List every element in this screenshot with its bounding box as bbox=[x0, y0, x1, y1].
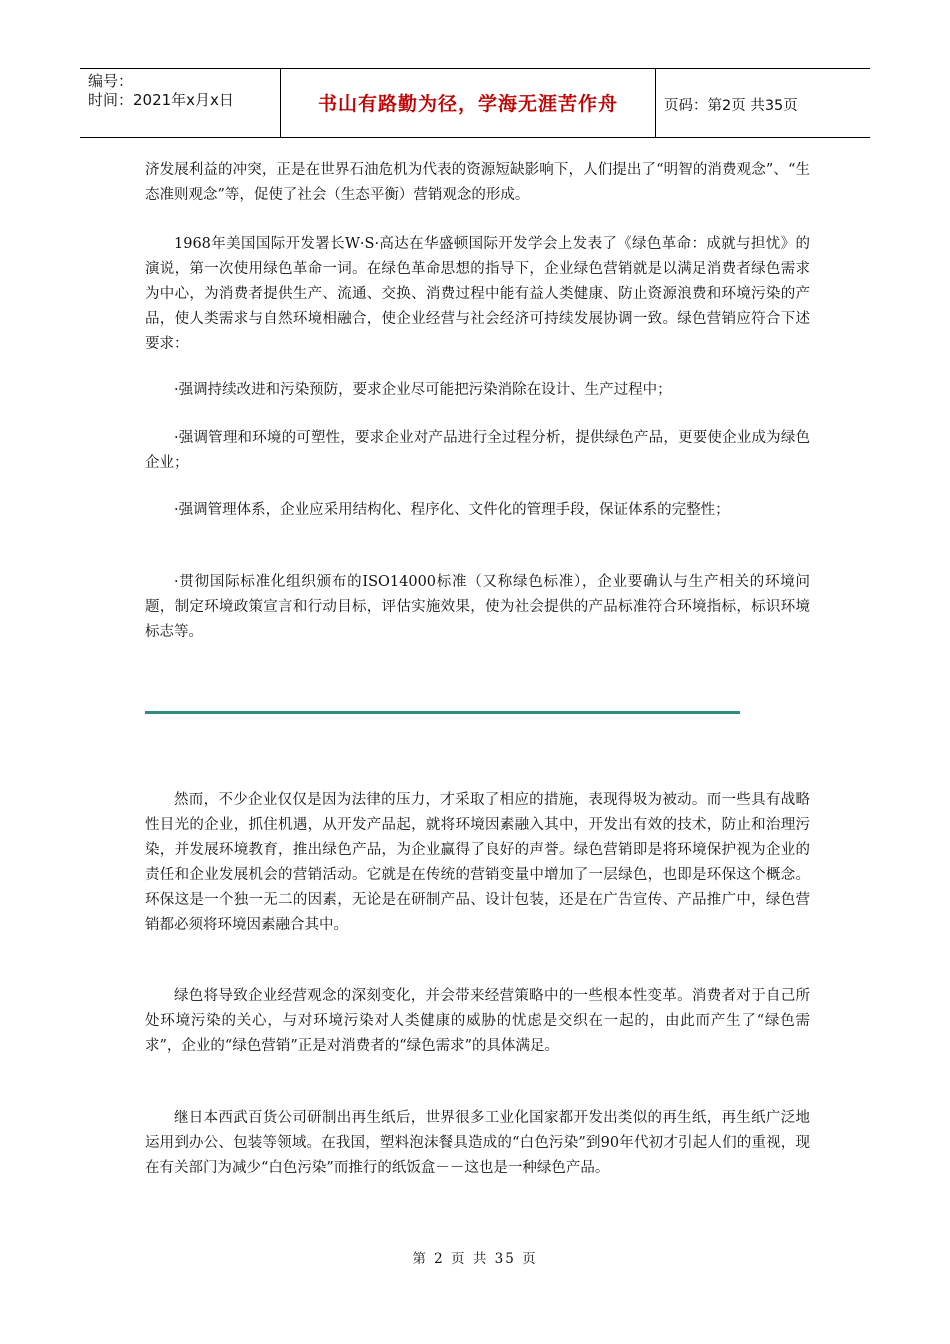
paragraph-3 bbox=[145, 788, 810, 938]
paragraph-text: 然而，不少企业仅仅是因为法律的压力，才采取了相应的措施，表现得圾为被动。而一些具有战略性目光的企业，抓住机遇，从开发产品起，就将环境因素融入其中，开发出有效的技术，防止和治理污染，并发展环境教育，推出绿色产品，为企业赢得了良好的声誉。绿色营销即是将环境保护视为企业的责任和企业发展机会的营销活动。它就是在传统的营销变量中增加了一层绿色，也即是环保这个概念。环保这是一个独一无二的因素，无论是在研制产品、设计包装，还是在广告宣传、产品推广中，绿色营销都必须将环境因素融合其中。 bbox=[145, 792, 810, 933]
paragraph-2 bbox=[145, 232, 810, 357]
bullet-2 bbox=[145, 426, 810, 476]
bullet-1 bbox=[145, 378, 810, 403]
bullet-text: ·强调持续改进和污染预防，要求企业尽可能把污染消除在设计、生产过程中； bbox=[174, 382, 672, 398]
bullet-text: ·强调管理和环境的可塑性，要求企业对产品进行全过程分析，提供绿色产品，更要使企业成为绿色企业； bbox=[145, 430, 810, 471]
header-left-cell bbox=[80, 69, 281, 137]
header-motto: 书山有路勤为径，学海无涯苦作舟 bbox=[317, 93, 618, 115]
page-footer: 第 2 页 共 35 页 bbox=[412, 1251, 538, 1267]
document-number-label: 编号： bbox=[88, 72, 134, 90]
paragraph-text: 济发展利益的冲突，正是在世界石油危机为代表的资源短缺影响下，人们提出了“明智的消费观念”、“生态准则观念”等，促使了社会（生态平衡）营销观念的形成。 bbox=[145, 162, 810, 203]
header-page-info: 页码：第2页 共35页 bbox=[664, 98, 798, 114]
bullet-3 bbox=[145, 498, 810, 523]
paragraph-text: 1968年美国国际开发署长W·S·高达在华盛顿国际开发学会上发表了《绿色革命：成就与担忧》的演说，第一次使用绿色革命一词。在绿色革命思想的指导下，企业绿色营销就是以满足消费者绿色需求为中心，为消费者提供生产、流通、交换、消费过程中能有益人类健康、防止资源浪费和环境污染的产品，使人类需求与自然环境相融合，使企业经营与社会经济可持续发展协调一致。绿色营销应符合下述要求： bbox=[145, 236, 810, 352]
paragraph-1 bbox=[145, 158, 810, 208]
document-date-label: 时间：2021年x月x日 bbox=[88, 91, 234, 109]
header-right-cell bbox=[656, 69, 870, 137]
bullet-text: ·贯彻国际标准化组织颁布的ISO14000标准（又称绿色标准），企业要确认与生产相关的环境问题，制定环境政策宣言和行动目标，评估实施效果，使为社会提供的产品标准符合环境指标，标识环境标志等。 bbox=[145, 574, 810, 640]
paragraph-5 bbox=[145, 1106, 810, 1181]
paragraph-text: 继日本西武百货公司研制出再生纸后，世界很多工业化国家都开发出类似的再生纸，再生纸广泛地运用到办公、包装等领域。在我国，塑料泡沫餐具造成的“白色污染”到90年代初才引起人们的重视，现在有关部门为减少“白色污染”而推行的纸饭盒－－这也是一种绿色产品。 bbox=[145, 1110, 810, 1176]
paragraph-4 bbox=[145, 984, 810, 1059]
paragraph-text: 绿色将导致企业经营观念的深刻变化，并会带来经营策略中的一些根本性变革。消费者对于自己所处环境污染的关心，与对环境污染对人类健康的威胁的忧虑是交织在一起的，由此而产生了“绿色需求”，企业的“绿色营销”正是对消费者的“绿色需求”的具体满足。 bbox=[145, 988, 810, 1054]
section-divider bbox=[145, 711, 740, 714]
page-header bbox=[80, 68, 870, 138]
bullet-4 bbox=[145, 570, 810, 645]
bullet-text: ·强调管理体系，企业应采用结构化、程序化、文件化的管理手段，保证体系的完整性； bbox=[174, 502, 730, 518]
header-middle-cell bbox=[281, 69, 656, 137]
